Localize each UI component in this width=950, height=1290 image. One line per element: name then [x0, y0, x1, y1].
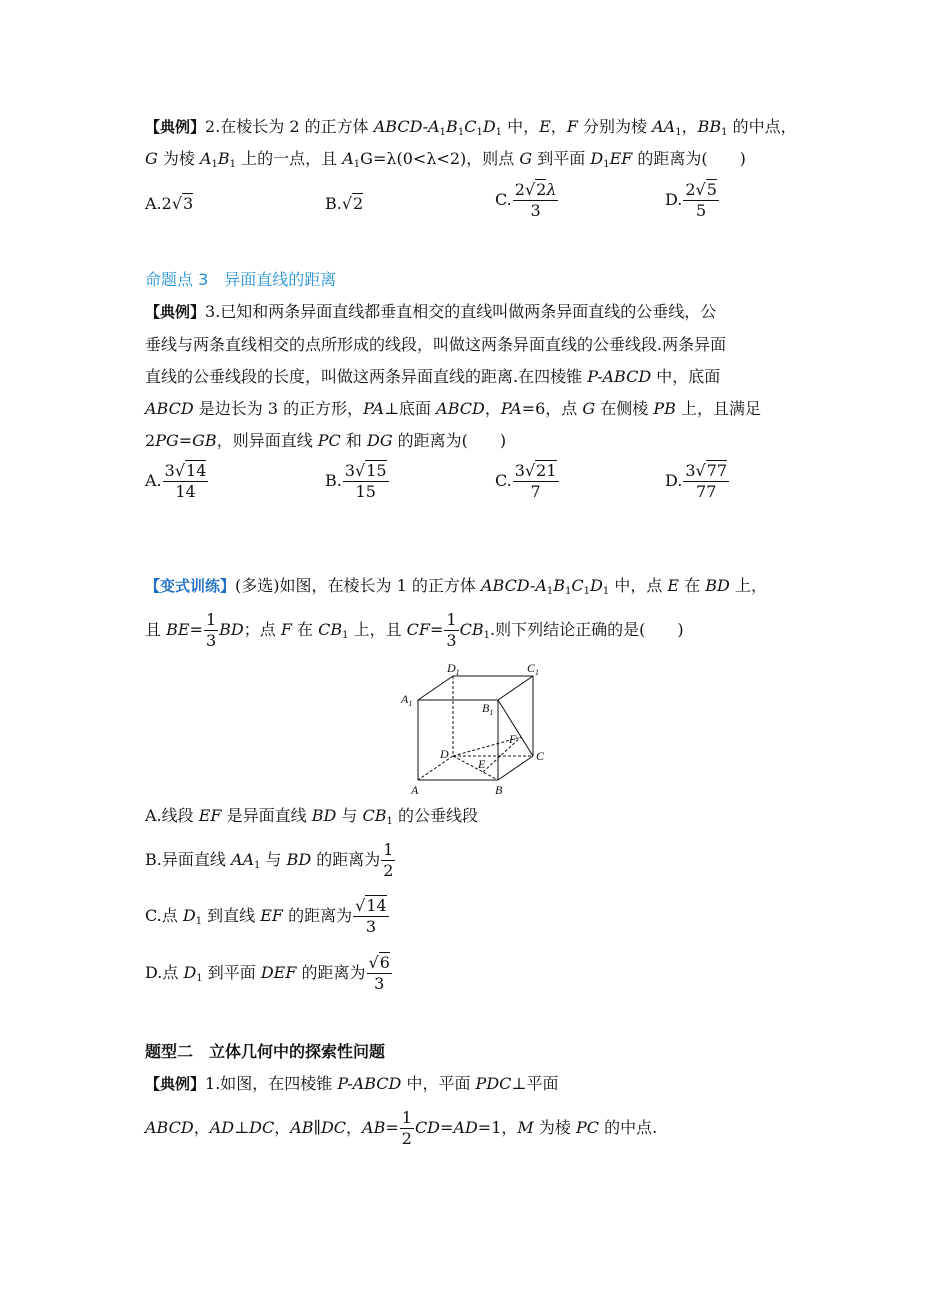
- edge-cb: [498, 756, 533, 780]
- label-c1: $C_1$: [527, 661, 540, 677]
- radical-icon: √14: [355, 896, 387, 915]
- variant-option-c: C.点 $D_1$ 到直线 EF 的距离为 $\frac{√14}{3}$: [145, 896, 387, 936]
- label-f: F: [509, 732, 517, 746]
- variant-option-b: B.异面直线 $AA_1$ 与 BD 的距离为 $\frac{1}{2}$: [145, 840, 394, 880]
- radical-icon: √14: [174, 461, 207, 480]
- ex3-option-d: D. $\frac{3√77}{77}$: [665, 461, 728, 501]
- ex2-tag: 【典例】: [145, 118, 206, 136]
- variant-tag: 【变式训练】: [145, 577, 236, 595]
- label-a: A: [411, 783, 419, 797]
- ex2-line-2: G 为棱 $A_1B_1$ 上的一点，且 $A_1G=\lambda(0<\lambda<2)$，则点 G 到平面 $D_1EF$ 的距离为( ): [145, 149, 746, 170]
- label-d: D: [440, 747, 449, 761]
- ex2-option-d: D. $\frac{2√5}{5}$: [665, 180, 717, 220]
- radical-icon: √15: [355, 461, 387, 480]
- label-d1: $D_1$: [447, 661, 460, 677]
- radical-icon: √2: [524, 180, 547, 199]
- ex3-tag: 【典例】: [145, 303, 206, 321]
- ex3-option-c: C. $\frac{3√21}{7}$: [495, 461, 557, 501]
- ex3-line-1: 【典例】3.已知和两条异面直线都垂直相交的直线叫做两条异面直线的公垂线，公: [145, 302, 717, 321]
- radical-icon: √6: [368, 953, 390, 972]
- label-b: B: [495, 783, 503, 797]
- edge-b1c: [498, 700, 533, 756]
- label-e: E: [478, 757, 486, 771]
- ex3-option-a: A. $\frac{3√14}{14}$: [145, 461, 207, 501]
- ex3-line-3: 直线的公垂线段的长度，叫做这两条异面直线的距离.在四棱锥 P-ABCD 中，底面: [145, 367, 721, 386]
- ex3-option-b: B. $\frac{3√15}{15}$: [325, 461, 387, 501]
- radical-icon: √3: [171, 194, 194, 213]
- ex3-line-2: 垂线与两条直线相交的点所形成的线段，叫做这两条异面直线的公垂线段.两条异面: [145, 335, 727, 354]
- edge-b1c1: [498, 676, 533, 700]
- label-a1: $A_1$: [401, 692, 413, 708]
- label-b1: $B_1$: [482, 701, 494, 717]
- ex1-tag: 【典例】: [145, 1075, 206, 1093]
- radical-icon: √77: [695, 461, 728, 480]
- ex2-option-c: C. $\frac{2√2\lambda}{3}$: [495, 180, 557, 220]
- ex3-line-4: ABCD 是边长为 3 的正方形，PA⊥底面 ABCD，PA=6，点 G 在侧棱 PB 上，且满足: [145, 399, 761, 418]
- radical-icon: √5: [695, 180, 717, 199]
- section-heading-type-2: 题型二 立体几何中的探索性问题: [145, 1042, 386, 1061]
- variant-line-1: 【变式训练】(多选)如图，在棱长为 1 的正方体 ABCD-$A_1B_1C_1D_1$ 中，点 E 在 BD 上，: [145, 576, 767, 597]
- cube-figure: [398, 660, 548, 798]
- ex1-line-1: 【典例】1.如图，在四棱锥 P-ABCD 中，平面 PDC⊥平面: [145, 1074, 559, 1093]
- variant-line-2: 且 BE= $\frac{1}{3}$ BD；点 F 在 $CB_1$ 上，且 CF= $\frac{1}{3}$ $CB_1$.则下列结论正确的是( ): [145, 610, 684, 650]
- ex2-option-b: B.√2: [325, 192, 363, 216]
- edge-a1d1: [418, 676, 453, 700]
- segment-bd: [453, 756, 498, 780]
- ex2-line-1: 【典例】2.在棱长为 2 的正方体 ABCD-$A_1B_1C_1D_1$ 中，E，F 分别为棱 $AA_1$，$BB_1$ 的中点，: [145, 117, 797, 138]
- ex1-line-2: ABCD，AD⊥DC，AB∥DC，AB= $\frac{1}{2}$ CD=AD=1，M 为棱 PC 的中点.: [145, 1108, 658, 1148]
- variant-option-a: A.线段 EF 是异面直线 BD 与 $CB_1$ 的公垂线段: [145, 806, 478, 827]
- radical-icon: √21: [524, 461, 557, 480]
- radical-icon: √2: [341, 194, 364, 213]
- variant-option-d: D.点 $D_1$ 到平面 DEF 的距离为 $\frac{√6}{3}$: [145, 953, 390, 993]
- ex2-option-a: A.2√3: [145, 192, 193, 216]
- section-heading-3: 命题点 3 异面直线的距离: [145, 270, 337, 289]
- ex3-line-5: 2PG=GB，则异面直线 PC 和 DG 的距离为( ): [145, 431, 507, 450]
- label-c: C: [536, 749, 545, 763]
